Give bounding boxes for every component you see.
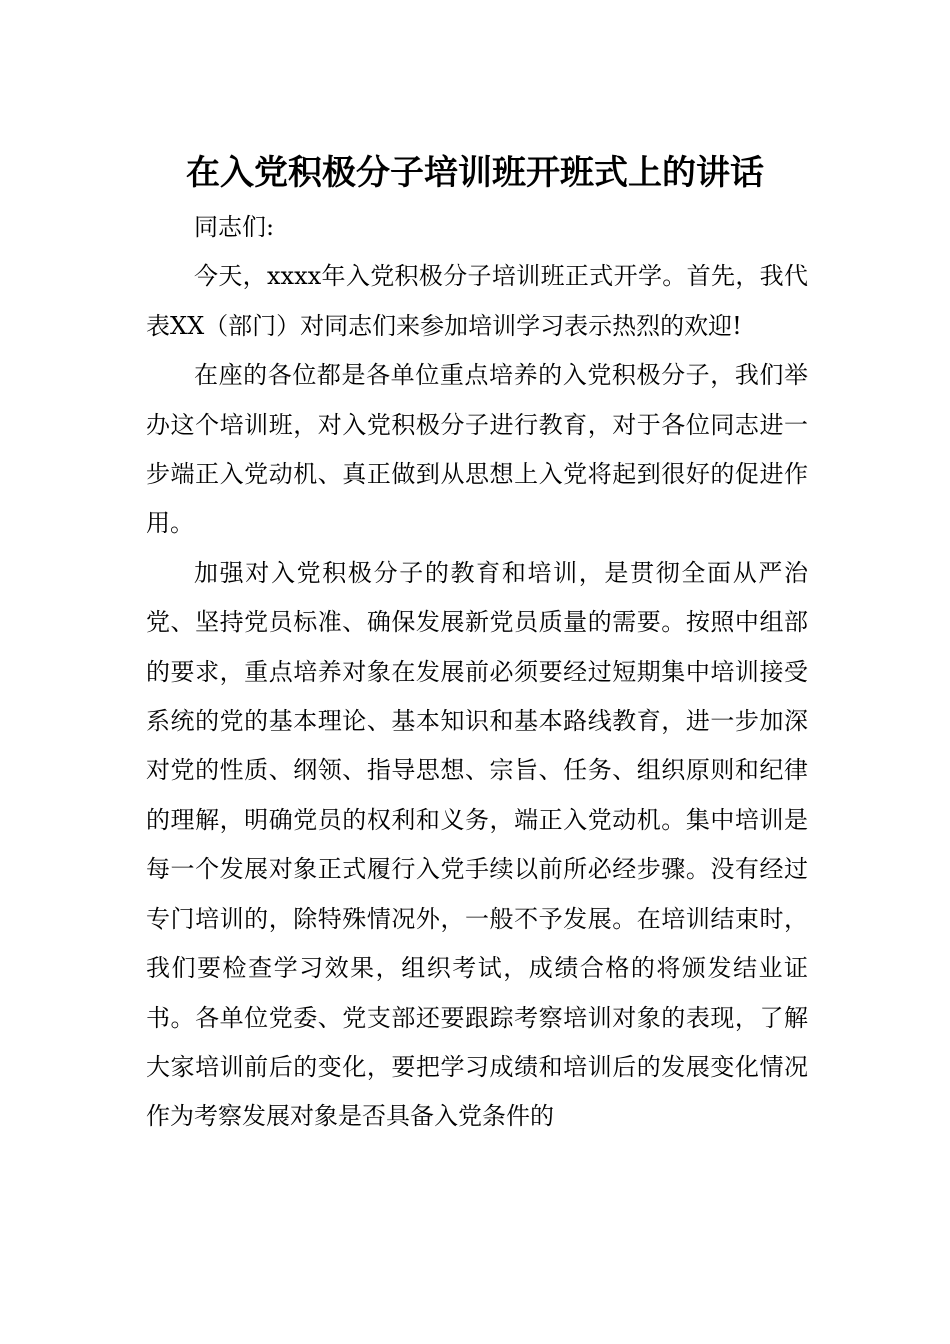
- body-paragraph-1: 今天，xxxx年入党积极分子培训班正式开学。首先，我代表XX（部门）对同志们来参加培训学习表示热烈的欢迎!: [146, 262, 808, 340]
- body-paragraph-3: 加强对入党积极分子的教育和培训，是贯彻全面从严治党、坚持党员标准、确保发展新党员质量的需要。按照中组部的要求，重点培养对象在发展前必须要经过短期集中培训接受系统的党的基本理论、基本知识和基本路线教育，进一步加深对党的性质、纲领、指导思想、宗旨、任务、组织原则和纪律的理解，明确党员的权利和义务，端正入党动机。集中培训是每一个发展对象正式履行入党手续以前所必经步骤。没有经过专门培训的，除特殊情况外，一般不予发展。在培训结束时，我们要检查学习效果，组织考试，成绩合格的将颁发结业证书。各单位党委、党支部还要跟踪考察培训对象的表现，了解大家培训前后的变化，要把学习成绩和培训后的发展变化情况作为考察发展对象是否具备入党条件的: [146, 558, 808, 1131]
- document-title: 在入党积极分子培训班开班式上的讲话: [186, 153, 764, 193]
- salutation-paragraph: 同志们:: [194, 213, 275, 241]
- body-paragraph-2: 在座的各位都是各单位重点培养的入党积极分子，我们举办这个培训班，对入党积极分子进行教育，对于各位同志进一步端正入党动机、真正做到从思想上入党将起到很好的促进作用。: [146, 361, 808, 538]
- document-body: [146, 203, 808, 1142]
